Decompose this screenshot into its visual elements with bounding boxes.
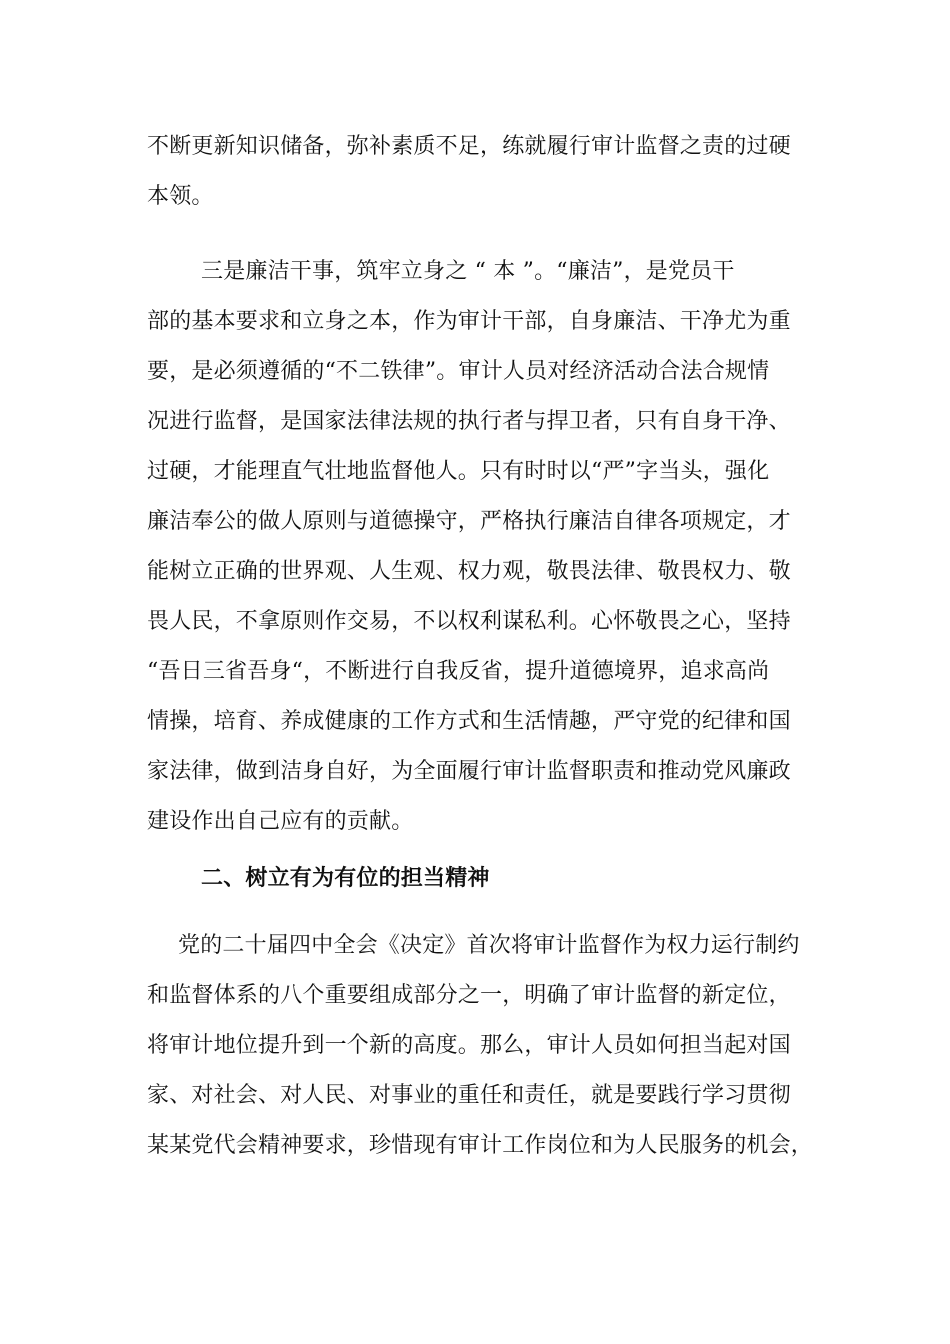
text-line: 要，是必须遵循的“不二铁律”。审计人员对经济活动合法合规情: [147, 359, 770, 384]
text-line: 畏人民，不拿原则作交易，不以权利谋私利。心怀敬畏之心，坚持: [147, 609, 791, 634]
text-line: “吾日三省吾身“，不断进行自我反省，提升道德境界，追求高尚: [147, 659, 770, 684]
text-line: 本领。: [147, 184, 214, 209]
text-line: 况进行监督，是国家法律法规的执行者与捍卫者，只有自身干净、: [147, 409, 791, 434]
text-line: 部的基本要求和立身之本，作为审计干部，自身廉洁、干净尤为重: [147, 309, 791, 334]
text-line: 建设作出自己应有的贡献。: [147, 809, 414, 834]
text-line: 能树立正确的世界观、人生观、权力观，敬畏法律、敬畏权力、敬: [147, 559, 791, 584]
text-line: 家、对社会、对人民、对事业的重任和责任，就是要践行学习贯彻: [147, 1083, 791, 1108]
text-line: 情操，培育、养成健康的工作方式和生活情趣，严守党的纪律和国: [147, 709, 791, 734]
text-line: 和监督体系的八个重要组成部分之一，明确了审计监督的新定位，: [147, 983, 791, 1008]
text-line: 将审计地位提升到一个新的高度。那么，审计人员如何担当起对国: [147, 1033, 791, 1058]
text-line: 三是廉洁干事，筑牢立身之 “ 本 ”。“廉洁”，是党员干: [201, 259, 735, 284]
text-line: 党的二十届四中全会《决定》首次将审计监督作为权力运行制约: [178, 933, 800, 958]
text-line: 某某党代会精神要求，珍惜现有审计工作岗位和为人民服务的机会，: [147, 1133, 814, 1158]
text-line: 家法律，做到洁身自好，为全面履行审计监督职责和推动党风廉政: [147, 759, 791, 784]
text-line: 过硬，才能理直气壮地监督他人。只有时时以“严”字当头，强化: [147, 459, 770, 484]
text-line: 不断更新知识储备，弥补素质不足，练就履行审计监督之责的过硬: [147, 134, 791, 159]
text-line: 廉洁奉公的做人原则与道德操守，严格执行廉洁自律各项规定，才: [147, 509, 791, 534]
section-heading: 二、树立有为有位的担当精神: [201, 866, 490, 891]
